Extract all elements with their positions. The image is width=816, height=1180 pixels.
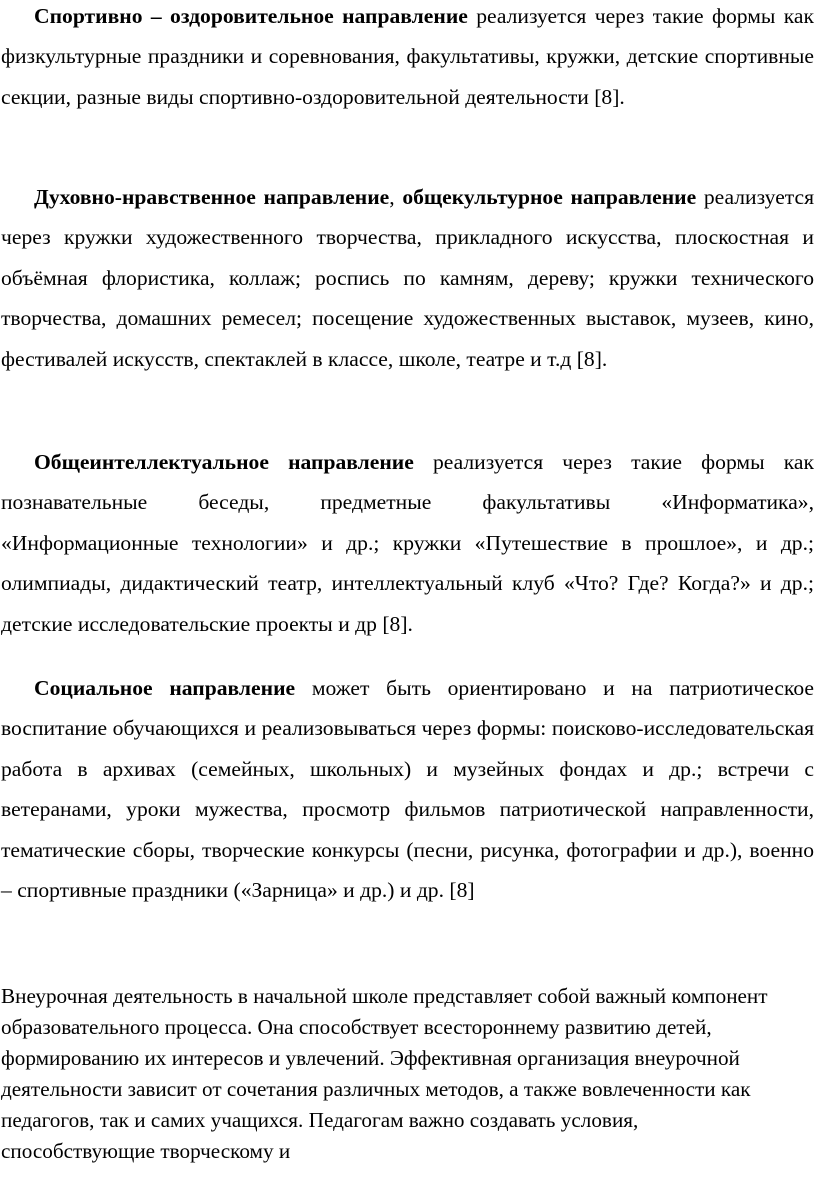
paragraph-heading: Спортивно – оздоровительное направление <box>34 4 468 28</box>
heading-separator: , <box>389 185 403 209</box>
paragraph-heading: Социальное направление <box>34 676 296 700</box>
paragraph-social <box>1 668 814 910</box>
paragraph-heading: Духовно-нравственное направление <box>34 185 390 209</box>
paragraph-text: реализуется через кружки художественного творчества, прикладного искусства, плоскостная и объёмная флористика, коллаж; роспись по камням, дереву; кружки технического творчества, домашних ремесел; посещение художественных выставок, музеев, кино, фестивалей искусств, спектаклей в классе, школе, театре и т.д [8]. <box>1 185 815 371</box>
paragraph-sport-health <box>1 0 814 117</box>
paragraph-heading-secondary: общекультурное направление <box>402 185 697 209</box>
paragraph-heading: Общеинтеллектуальное направление <box>34 450 414 474</box>
paragraph-text: может быть ориентировано и на патриотическое воспитание обучающихся и реализовываться через формы: поисково-исследовательская работа в архивах (семейных, школьных) и музейных фондах и др.; встречи с ветеранами, уроки мужества, просмотр фильмов патриотической направленности, тематические сборы, творческие конкурсы (песни, рисунка, фотографии и др.), военно – спортивные праздники («Зарница» и др.) и др. [8] <box>1 676 814 903</box>
paragraph-intellectual <box>1 442 814 644</box>
paragraph-text: реализуется через такие формы как познавательные беседы, предметные факультативы «Информатика», «Информационные технологии» и др.; кружки «Путешествие в прошлое», и др.; олимпиады, дидактический театр, интеллектуальный клуб «Что? Где? Когда?» и др.; детские исследовательские проекты и др [8]. <box>1 450 814 636</box>
paragraph-text: реализуется через такие формы как физкультурные праздники и соревнования, факультативы, кружки, детские спортивные секции, разные виды спортивно-оздоровительной деятельности [8]. <box>1 4 815 109</box>
summary-paragraph: Внеурочная деятельность в начальной школе представляет собой важный компонент образовательного процесса. Она способствует всестороннему развитию детей, формированию их интересов и увлечений. Эффективная организация внеурочной деятельности зависит от сочетания различных методов, а также вовлеченности как педагогов, так и самих учащихся. Педагогам важно создавать условия, способствующие творческому и <box>1 984 768 1163</box>
paragraph-spiritual-moral <box>1 177 814 379</box>
